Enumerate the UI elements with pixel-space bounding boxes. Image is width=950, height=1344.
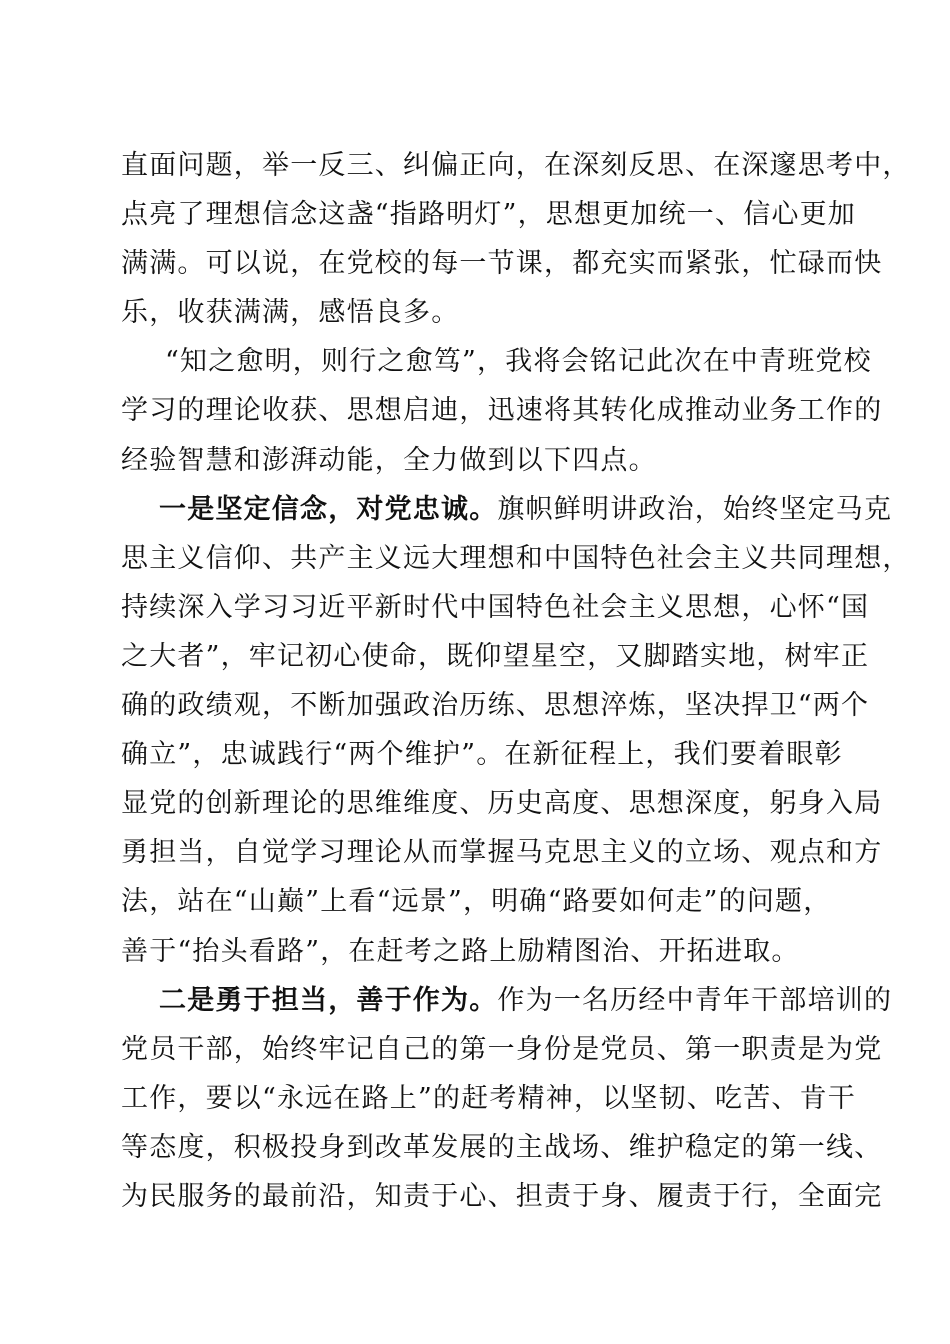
text-line [121, 976, 893, 1025]
text-line [121, 485, 893, 534]
text-line: 等态度，积极投身到改革发展的主战场、维护稳定的第一线、 [121, 1131, 883, 1163]
text-run: 作为一名历经中青年干部培训的 [497, 984, 893, 1016]
text-line: 善于“抬头看路”，在赶考之路上励精图治、开拓进取。 [121, 935, 800, 967]
text-run: 旗帜鲜明讲政治，始终坚定马克 [497, 493, 893, 525]
text-line: 点亮了理想信念这盏“指路明灯”，思想更加统一、信心更加 [121, 199, 857, 231]
text-line: 显党的创新理论的思维维度、历史高度、思想深度，躬身入局 [121, 788, 883, 820]
text-line: 党员干部，始终牢记自己的第一身份是党员、第一职责是为党 [121, 1033, 883, 1065]
text-line: 满满。可以说，在党校的每一节课，都充实而紧张，忙碌而快 [121, 248, 883, 280]
text-line: 为民服务的最前沿，知责于心、担责于身、履责于行，全面完 [121, 1180, 883, 1212]
text-line: “知之愈明，则行之愈笃”，我将会铭记此次在中青班党校 [165, 346, 872, 378]
text-line: 之大者”，牢记初心使命，既仰望星空，又脚踏实地，树牢正 [121, 640, 870, 672]
text-line: 学习的理论收获、思想启迪，迅速将其转化成推动业务工作的 [121, 395, 883, 427]
section-heading: 一是坚定信念，对党忠诚。 [159, 493, 498, 525]
paragraph-3 [121, 485, 911, 976]
paragraph-1 [121, 141, 911, 337]
text-line: 勇担当，自觉学习理论从而掌握马克思主义的立场、观点和方 [121, 837, 883, 869]
text-line: 法，站在“山巅”上看“远景”，明确“路要如何走”的问题， [121, 886, 832, 918]
text-line: 思主义信仰、共产主义远大理想和中国特色社会主义共同理想， [121, 542, 911, 574]
paragraph-4 [121, 976, 893, 1221]
text-line: 工作，要以“永远在路上”的赶考精神，以坚韧、吃苦、肯干 [121, 1082, 857, 1114]
text-line: 持续深入学习习近平新时代中国特色社会主义思想，心怀“国 [121, 591, 870, 623]
text-line: 直面问题，举一反三、纠偏正向，在深刻反思、在深邃思考中， [121, 150, 911, 181]
text-line: 确立”，忠诚践行“两个维护”。在新征程上，我们要着眼彰 [121, 739, 843, 771]
document-body [121, 141, 911, 1221]
text-line: 乐，收获满满，感悟良多。 [121, 297, 460, 329]
paragraph-2 [121, 337, 883, 484]
section-heading: 二是勇于担当，善于作为。 [159, 984, 498, 1016]
text-line: 经验智慧和澎湃动能，全力做到以下四点。 [121, 444, 657, 476]
text-line: 确的政绩观，不断加强政治历练、思想淬炼，坚决捍卫“两个 [121, 690, 870, 722]
